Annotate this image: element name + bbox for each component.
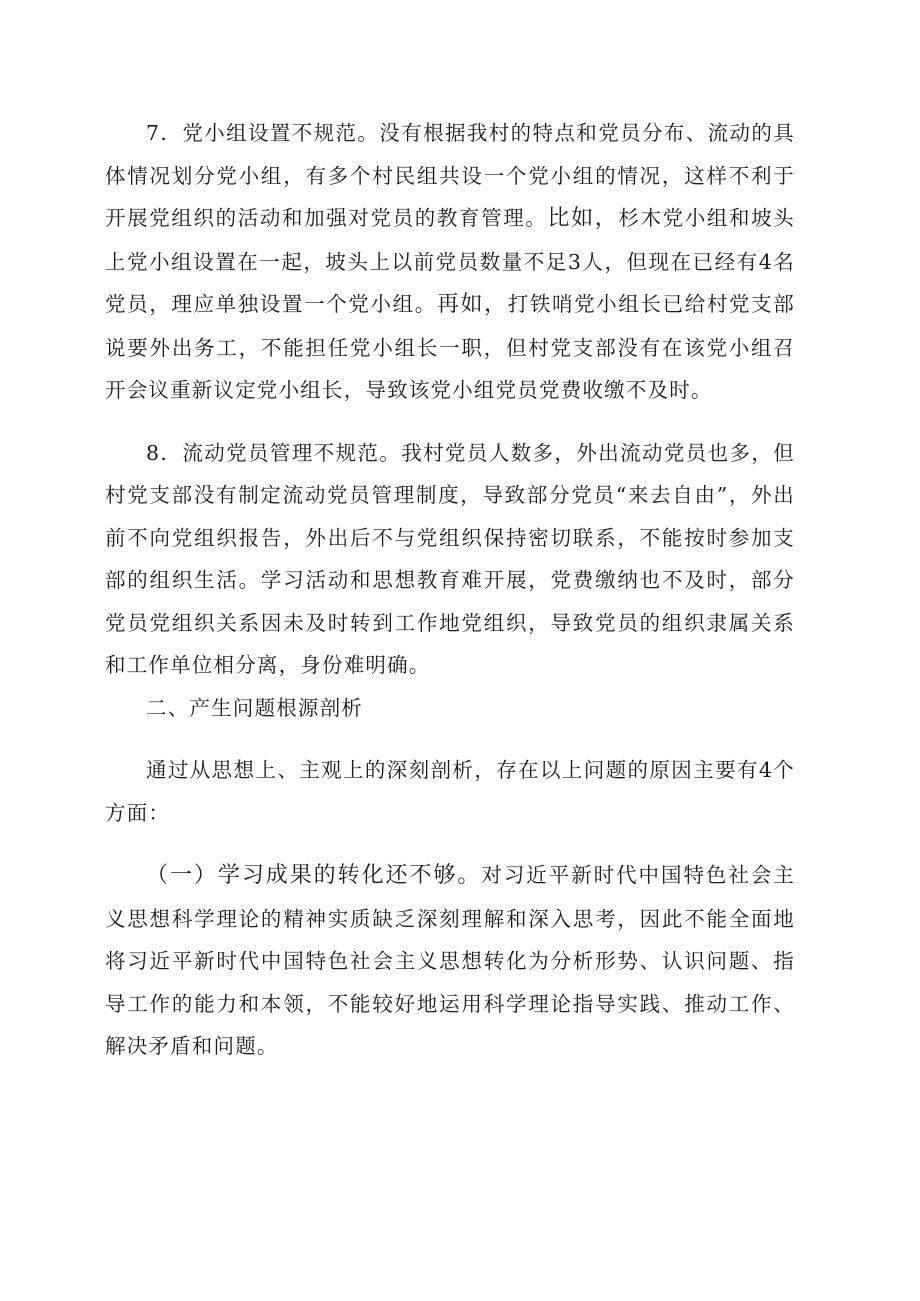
intro-paragraph: 通过从思想上、主观上的深刻剖析，存在以上问题的原因主要有4个方面： — [105, 758, 795, 825]
paragraph-7-part-e: 打铁哨党小组长已给村党支部说要外出务工，不能担任党小组长一职，但村党支部没有在该党小组召开会议重新议定党小组长，导致该党小组党员党费收缴不及时。 — [105, 292, 795, 402]
paragraph-7 — [105, 112, 795, 412]
item-1-lead: （一）学习成果的转化还不够。 — [146, 863, 482, 888]
item-1-paragraph — [105, 854, 795, 1068]
paragraph-7-part-d: 再如， — [436, 292, 508, 317]
paragraph-7-part-c: 杉木党小组和坡头上党小组设置在一起，坡头上以前党员数量不足3人，但现在已经有4名党员，理应单独设置一个党小组。 — [105, 206, 796, 316]
paragraph-7-part-b: 比如， — [547, 206, 619, 231]
paragraph-8: 8．流动党员管理不规范。我村党员人数多，外出流动党员也多，但村党支部没有制定流动党员管理制度，导致部分党员“来去自由”，外出前不向党组织报告，外出后不与党组织保持密切联系，不能按时参加支部的组织生活。学习活动和思想教育难开展，党费缴纳也不及时，部分党员党组织关系因未及时转到工作地党组织，导致党员的组织隶属关系和工作单位相分离，身份难明确。 — [105, 440, 795, 677]
section-heading: 二、产生问题根源剖析 — [146, 695, 363, 720]
item-1-body: 对习近平新时代中国特色社会主义思想科学理论的精神实质缺乏深刻理解和深入思考，因此不能全面地将习近平新时代中国特色社会主义思想转化为分析形势、认识问题、指导工作的能力和本领，不能较好地运用科学理论指导实践、推动工作、解决矛盾和问题。 — [105, 863, 795, 1058]
paragraph-7-part-a: 7．党小组设置不规范。没有根据我村的特点和党员分布、流动的具体情况划分党小组，有多个村民组共设一个党小组的情况，这样不利于开展党组织的活动和加强对党员的教育管理。 — [105, 121, 795, 230]
document-page — [105, 112, 795, 1068]
